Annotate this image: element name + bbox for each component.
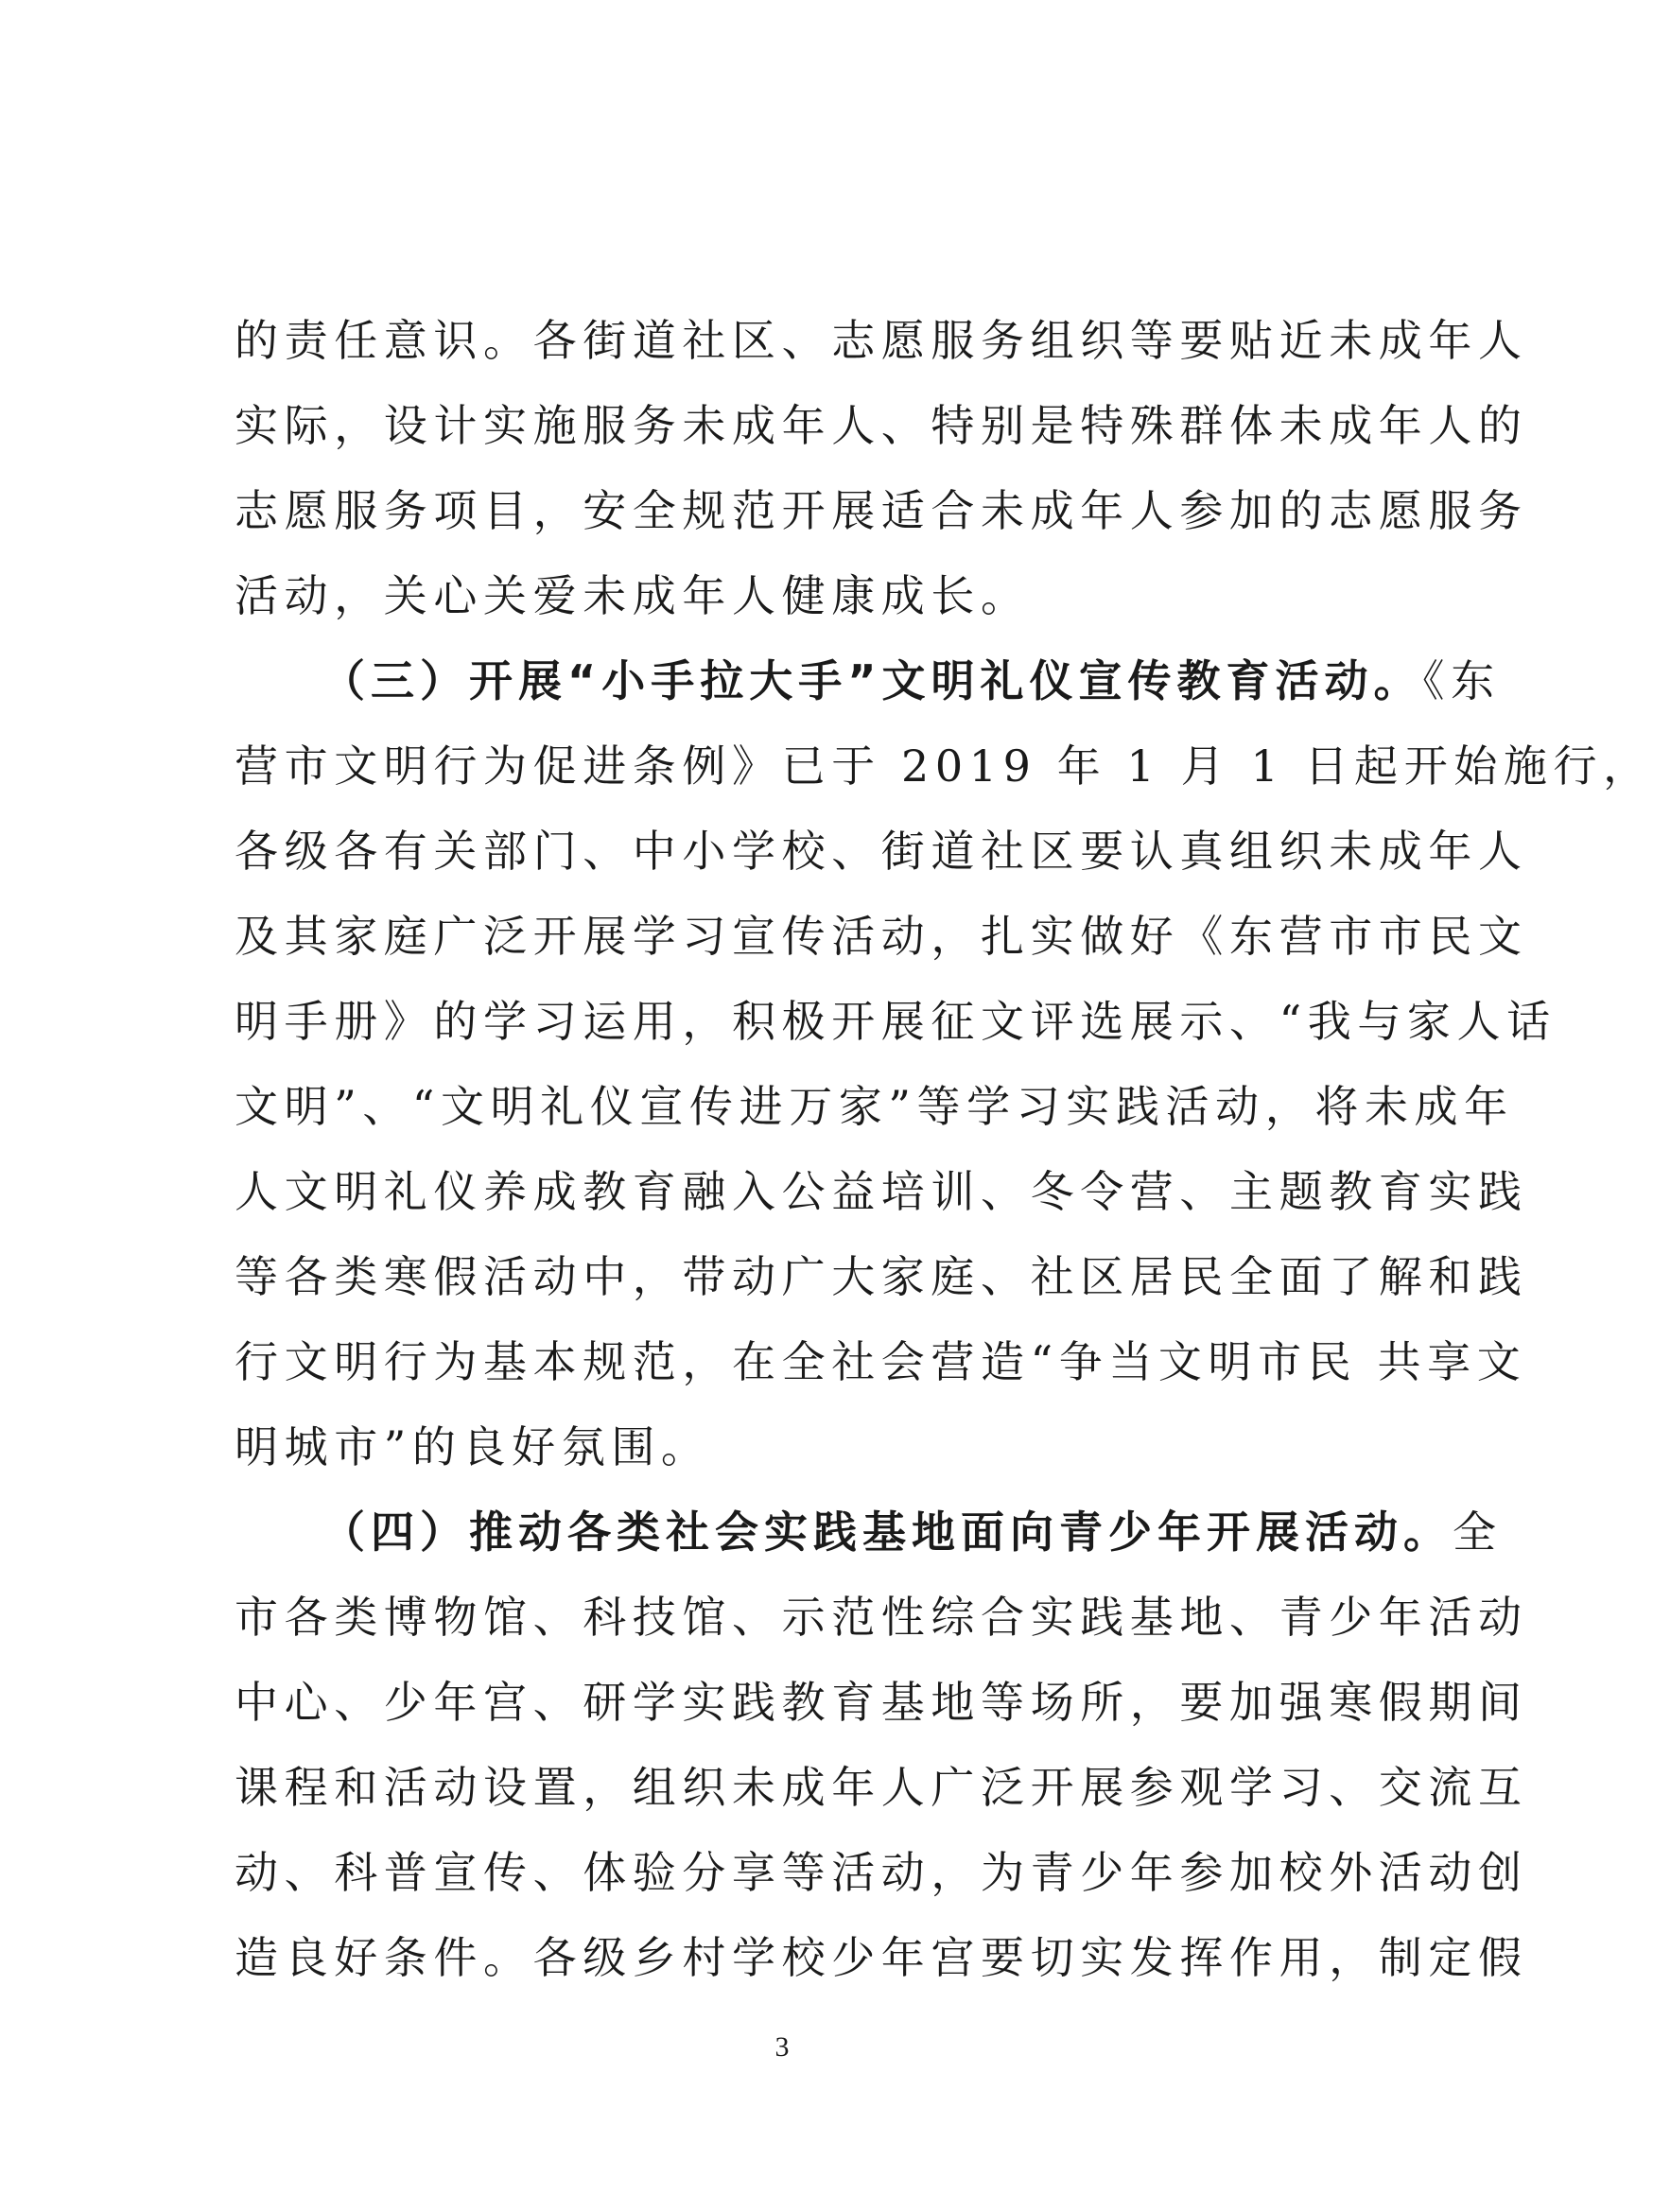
text-line: 营市文明行为促进条例》已于 2019 年 1 月 1 日起开始施行， bbox=[235, 740, 1653, 792]
text-fragment: 《东 bbox=[1422, 655, 1501, 706]
text-line: 市各类博物馆、科技馆、示范性综合实践基地、青少年活动 bbox=[235, 1592, 1528, 1643]
paragraph-2 bbox=[235, 638, 1653, 1489]
text-line bbox=[235, 638, 1501, 723]
text-line: 活动，关心关爱未成年人健康成长。 bbox=[235, 570, 1031, 621]
text-line: 各级各有关部门、中小学校、街道社区要认真组织未成年人 bbox=[235, 826, 1528, 877]
text-line bbox=[235, 1489, 1503, 1575]
text-line: 志愿服务项目，安全规范开展适合未成年人参加的志愿服务 bbox=[235, 485, 1528, 536]
text-fragment: 全 bbox=[1453, 1507, 1503, 1558]
page-number: 3 bbox=[774, 2031, 790, 2063]
section-heading-4: （四）推动各类社会实践基地面向青少年开展活动。 bbox=[322, 1507, 1453, 1558]
text-line: 动、科普宣传、体验分享等活动，为青少年参加校外活动创 bbox=[235, 1847, 1528, 1898]
text-line: 人文明礼仪养成教育融入公益培训、冬令营、主题教育实践 bbox=[235, 1166, 1528, 1217]
paragraph-1 bbox=[235, 298, 1528, 638]
text-line: 的责任意识。各街道社区、志愿服务组织等要贴近未成年人 bbox=[235, 315, 1528, 366]
document-body bbox=[235, 298, 1653, 2000]
text-line: 课程和活动设置，组织未成年人广泛开展参观学习、交流互 bbox=[235, 1762, 1528, 1813]
section-heading-3: （三）开展“小手拉大手”文明礼仪宣传教育活动。 bbox=[322, 655, 1423, 706]
text-line: 及其家庭广泛开展学习宣传活动，扎实做好《东营市市民文 bbox=[235, 911, 1528, 962]
text-line: 造良好条件。各级乡村学校少年宫要切实发挥作用，制定假 bbox=[235, 1932, 1528, 1983]
text-line: 实际，设计实施服务未成年人、特别是特殊群体未成年人的 bbox=[235, 400, 1528, 451]
text-line: 等各类寒假活动中，带动广大家庭、社区居民全面了解和践 bbox=[235, 1251, 1528, 1302]
text-line: 明城市”的良好氛围。 bbox=[235, 1421, 711, 1472]
text-line: 中心、少年宫、研学实践教育基地等场所，要加强寒假期间 bbox=[235, 1677, 1528, 1728]
text-line: 文明”、“文明礼仪宣传进万家”等学习实践活动，将未成年 bbox=[235, 1081, 1514, 1132]
text-line: 行文明行为基本规范，在全社会营造“争当文明市民 共享文 bbox=[235, 1336, 1527, 1387]
paragraph-3 bbox=[235, 1489, 1528, 2000]
text-line: 明手册》的学习运用，积极开展征文评选展示、“我与家人话 bbox=[235, 996, 1557, 1047]
